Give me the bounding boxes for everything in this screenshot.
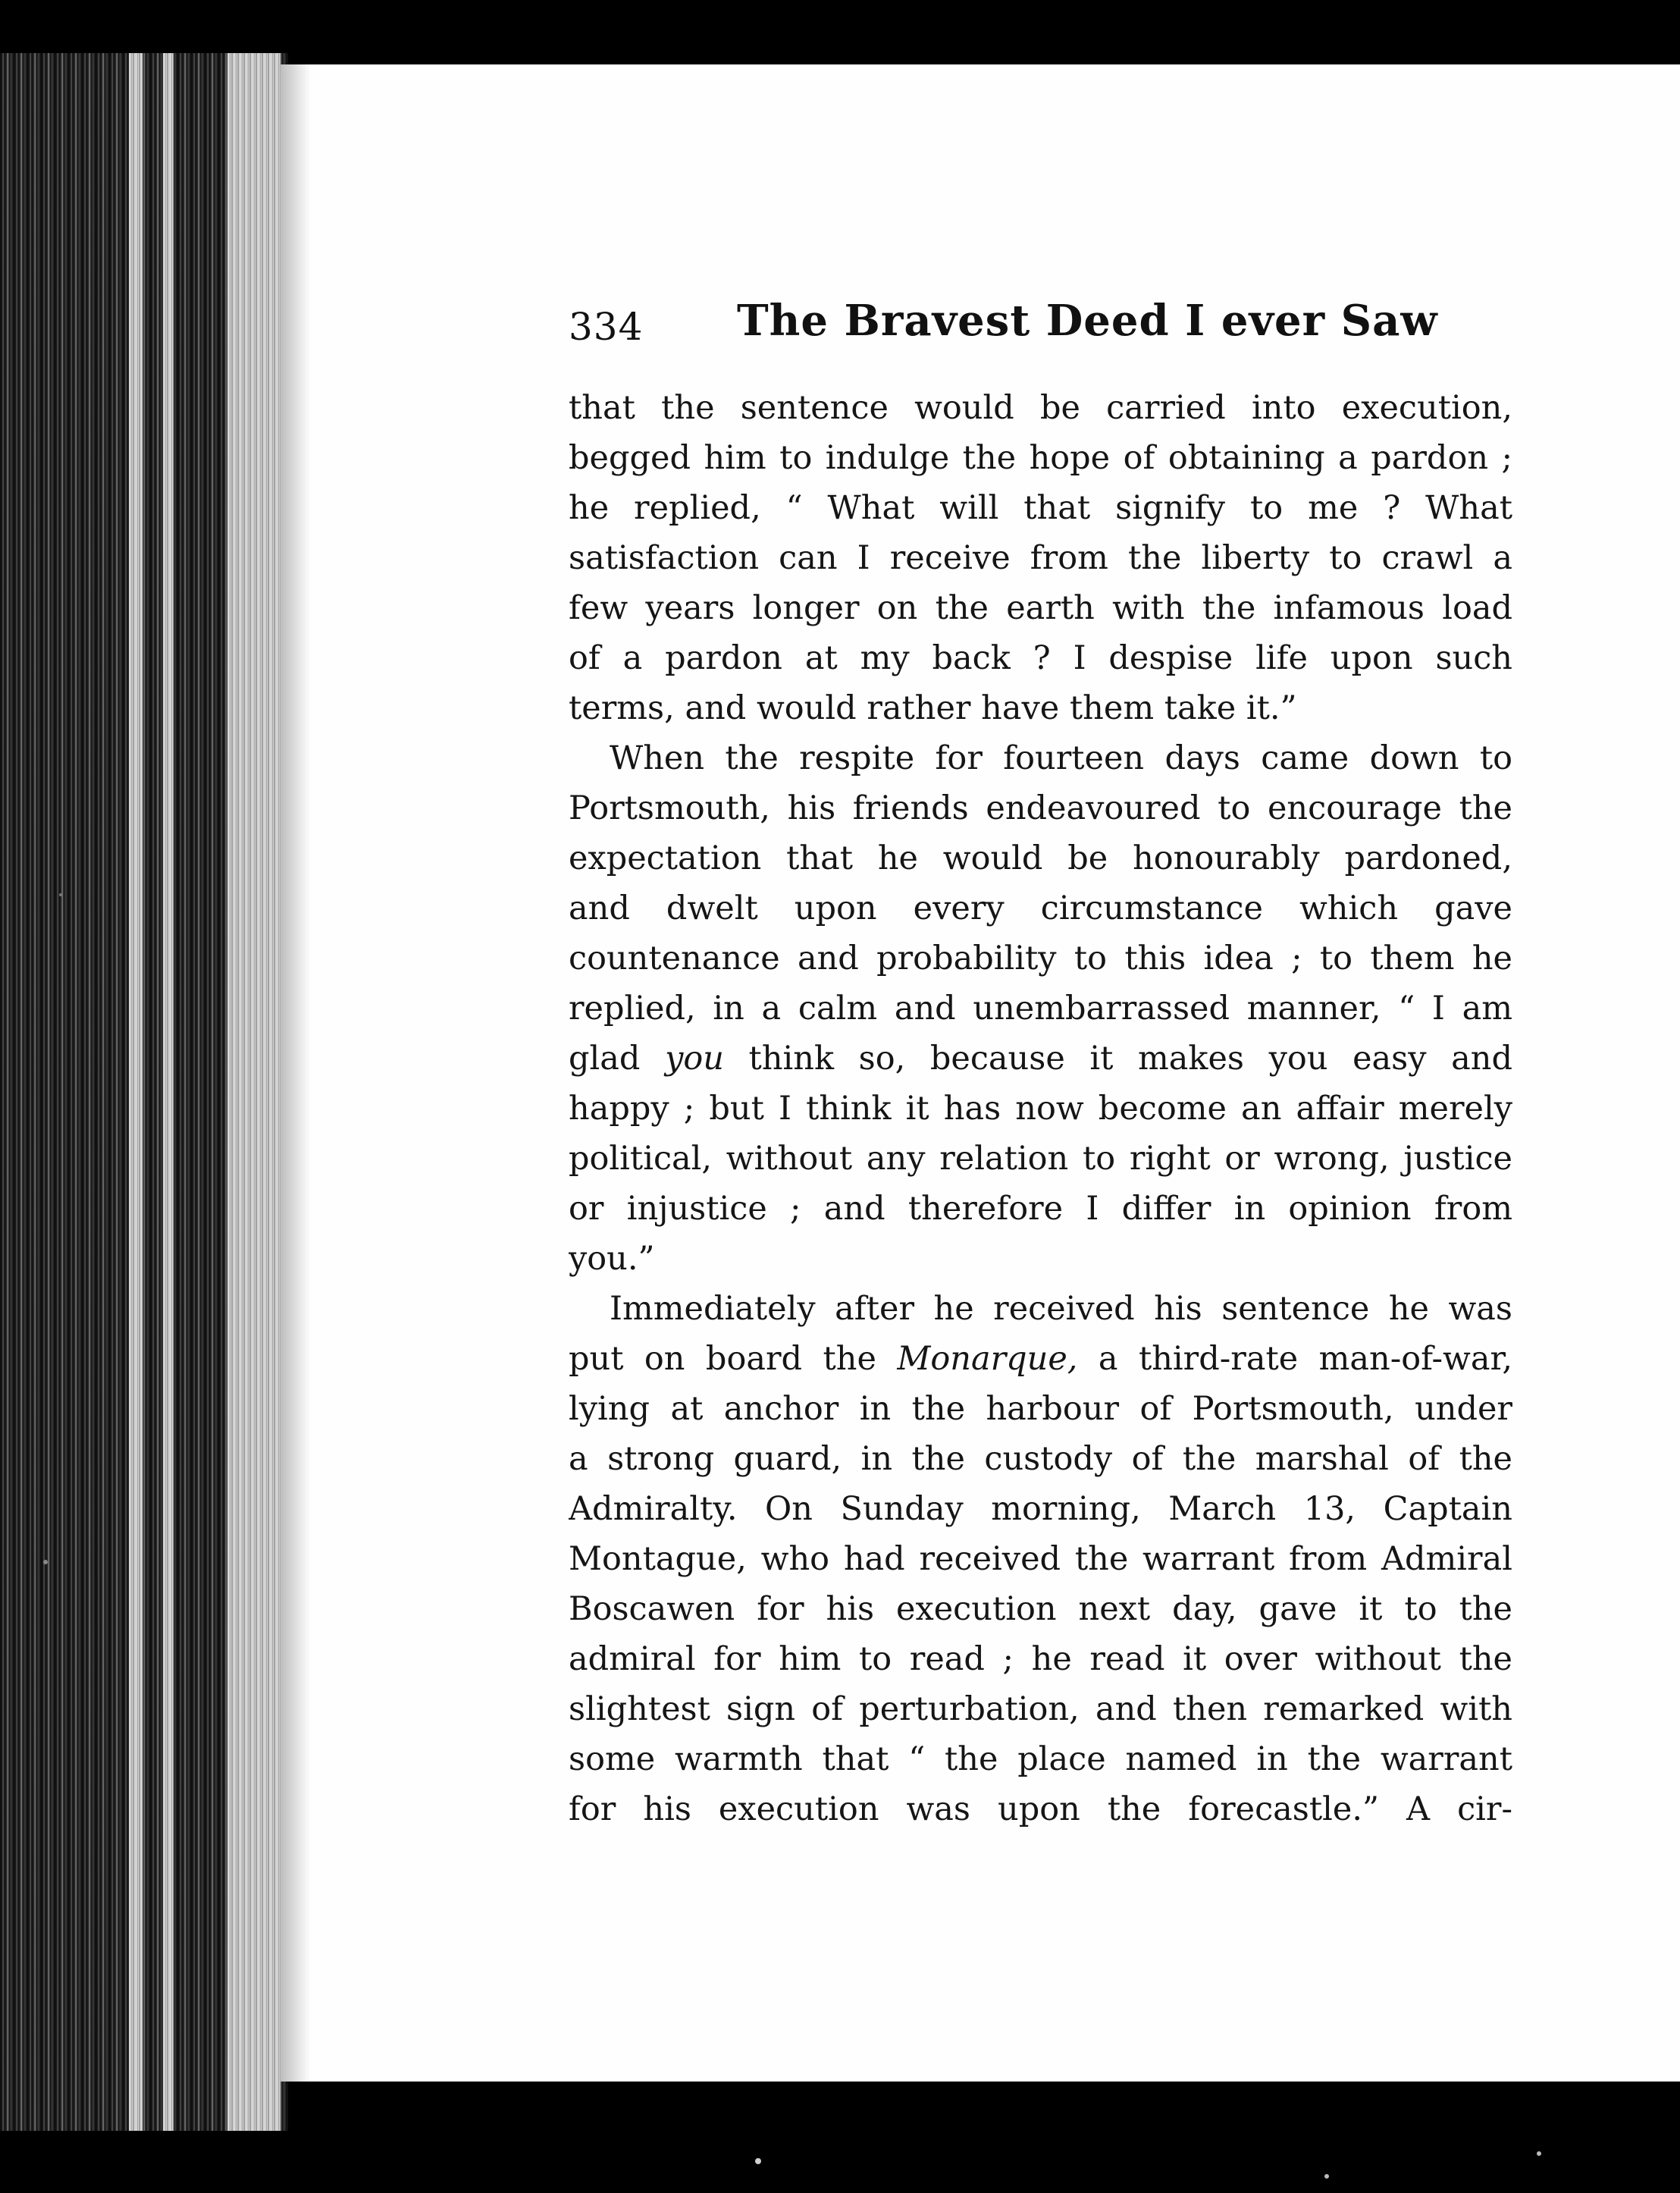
text-line: that the sentence would be carried into execution,: [569, 389, 1512, 427]
text-line: Boscawen for his execution next day, gave it to the: [569, 1590, 1512, 1628]
page-title: The Bravest Deed I ever Saw: [737, 296, 1438, 346]
text-line: countenance and probability to this idea ; to them he: [569, 940, 1512, 977]
text-line: admiral for him to read ; he read it over without the: [569, 1640, 1512, 1678]
text-line: a strong guard, in the custody of the marshal of the: [569, 1440, 1512, 1478]
text-line: begged him to indulge the hope of obtaining a pardon ;: [569, 439, 1512, 477]
text-line: Immediately after he received his sentence he was: [610, 1290, 1512, 1328]
ship-name-italic: Monarque,: [897, 1340, 1078, 1378]
body-text: [569, 383, 1512, 1834]
text-line: [569, 1334, 1512, 1384]
text-line: [569, 1034, 1512, 1084]
text-line: you.”: [569, 1240, 655, 1278]
text-line: few years longer on the earth with the infamous load: [569, 589, 1512, 627]
text-line: lying at anchor in the harbour of Portsmouth, under: [569, 1390, 1512, 1428]
page-number: 334: [569, 305, 644, 349]
text-line: Portsmouth, his friends endeavoured to encourage the: [569, 789, 1512, 827]
text-line: satisfaction can I receive from the liberty to crawl a: [569, 539, 1512, 577]
book-page-edges: [0, 53, 288, 2131]
text-line: of a pardon at my back ? I despise life upon such: [569, 639, 1512, 677]
text-line: happy ; but I think it has now become an affair merely: [569, 1090, 1512, 1128]
page-edge-highlight: [129, 53, 143, 2131]
page-gutter-shadow: [281, 64, 311, 2082]
text-segment: a third-rate man-of-war,: [1077, 1340, 1512, 1378]
text-line: terms, and would rather have them take it.”: [569, 689, 1297, 727]
text-line: slightest sign of perturbation, and then remarked with: [569, 1690, 1512, 1728]
text-line: or injustice ; and therefore I differ in opinion from: [569, 1190, 1512, 1228]
text-line: he replied, “ What will that signify to me ? What: [569, 489, 1512, 527]
page-edge-highlight: [227, 53, 281, 2131]
text-segment: think so, because it makes you easy and: [723, 1040, 1512, 1078]
text-line: expectation that he would be honourably pardoned,: [569, 839, 1512, 877]
text-line: When the respite for fourteen days came down to: [610, 739, 1512, 777]
emphasis-text: you: [665, 1040, 724, 1078]
page-edge-highlight: [163, 53, 174, 2131]
text-line: and dwelt upon every circumstance which gave: [569, 889, 1512, 927]
text-segment: glad: [569, 1040, 666, 1078]
text-line: political, without any relation to right or wrong, justice: [569, 1140, 1512, 1178]
text-line: Montague, who had received the warrant from Admiral: [569, 1540, 1512, 1578]
text-line: Admiralty. On Sunday morning, March 13, Captain: [569, 1490, 1512, 1528]
running-head: [569, 296, 1438, 356]
text-segment: put on board the: [569, 1340, 898, 1378]
text-line: some warmth that “ the place named in the warrant: [569, 1740, 1512, 1778]
text-line: for his execution was upon the forecastle.” A cir-: [569, 1790, 1512, 1828]
text-line: replied, in a calm and unembarrassed manner, “ I am: [569, 990, 1512, 1027]
